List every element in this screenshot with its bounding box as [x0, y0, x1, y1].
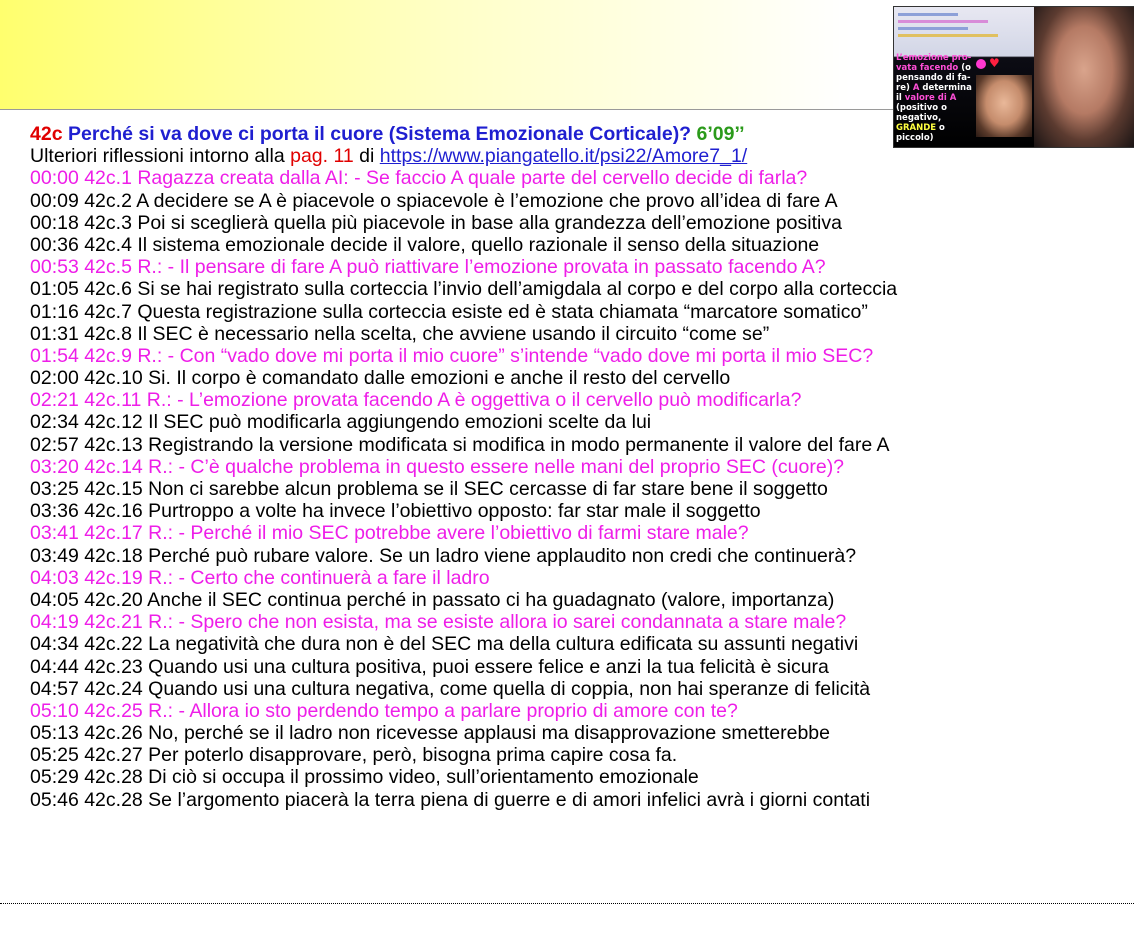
slide-strip — [898, 20, 988, 23]
timestamp-line: 05:25 42c.27 Per poterlo disapprovare, però, bisogna prima capire cosa fa. — [30, 744, 678, 767]
timestamp-line: 03:20 42c.14 R.: - C’è qualche problema in questo essere nelle mani del proprio SEC (cuore)? — [30, 455, 845, 478]
slide-strip — [898, 34, 998, 37]
timestamp-line: 05:10 42c.25 R.: - Allora io sto perdendo tempo a parlare proprio di amore con te? — [30, 699, 738, 722]
pink-dot-icon — [976, 59, 986, 69]
timestamp-list — [30, 167, 1130, 810]
heart-icon: ♥ — [989, 56, 1000, 70]
timestamp-line: 04:19 42c.21 R.: - Spero che non esista, ma se esiste allora io sarei condannata a stare male? — [30, 611, 847, 634]
timestamp-line: 01:16 42c.7 Questa registrazione sulla corteccia esiste ed è stata chiamata “marcatore somatico” — [30, 300, 868, 323]
timestamp-line: 03:49 42c.18 Perché può rubare valore. Se un ladro viene applaudito non credi che continuerà? — [30, 544, 857, 567]
timestamp-line: 04:05 42c.20 Anche il SEC continua perché in passato ci ha guadagnato (valore, importanza) — [30, 588, 835, 611]
subtitle-mid: di — [359, 145, 375, 168]
timestamp-line: 01:54 42c.9 R.: - Con “vado dove mi porta il mio cuore” s’intende “vado dove mi porta il mio SEC? — [30, 344, 874, 367]
slide-caption-part: A — [912, 83, 920, 93]
subtitle-prefix: Ulteriori riflessioni intorno alla — [30, 145, 285, 168]
timestamp-line: 02:00 42c.10 Si. Il corpo è comandato dalle emozioni e anche il resto del cervello — [30, 367, 731, 390]
timestamp-line: 00:53 42c.5 R.: - Il pensare di fare A può riattivare l’emozione provata in passato facendo A? — [30, 256, 826, 279]
timestamp-line: 00:00 42c.1 Ragazza creata dalla AI: - Se faccio A quale parte del cervello decide di farla? — [30, 167, 808, 190]
timestamp-line: 00:09 42c.2 A decidere se A è piacevole o spiacevole è l’emozione che provo all’idea di fare A — [30, 189, 838, 212]
timestamp-line: 03:41 42c.17 R.: - Perché il mio SEC potrebbe avere l’obiettivo di farmi stare male? — [30, 522, 749, 545]
slide-strip — [898, 27, 968, 30]
timestamp-line: 02:21 42c.11 R.: - L’emozione provata facendo A è oggettiva o il cervello può modificarla? — [30, 389, 802, 412]
timestamp-line: 03:25 42c.15 Non ci sarebbe alcun problema se il SEC cercasse di far stare bene il soggetto — [30, 478, 828, 500]
slide-caption-part: determina il — [896, 83, 972, 103]
slide-caption-part: GRANDE — [896, 123, 937, 133]
timestamp-line: 04:57 42c.24 Quando usi una cultura negativa, come quella di coppia, non hai speranze di felicità — [30, 677, 871, 700]
timestamp-line: 02:57 42c.13 Registrando la versione modificata si modifica in modo permanente il valore del fare A — [30, 433, 890, 456]
video-code: 42c — [30, 123, 63, 145]
timestamp-line: 01:31 42c.8 Il SEC è necessario nella scelta, che avviene usando il circuito “come se” — [30, 322, 770, 345]
page-title — [30, 123, 1130, 145]
timestamp-line: 01:05 42c.6 Si se hai registrato sulla corteccia l’invio dell’amigdala al corpo e del corpo alla corteccia — [30, 278, 898, 301]
slide-caption-part: L’emozione pro-vata facendo — [896, 53, 972, 73]
timestamp-line: 02:34 42c.12 Il SEC può modificarla aggiungendo emozioni scelte da lui — [30, 411, 652, 434]
timestamp-line: 05:13 42c.26 No, perché se il ladro non ricevesse applausi ma disapprovazione smetterebbe — [30, 722, 830, 745]
timestamp-line: 04:03 42c.19 R.: - Certo che continuerà a fare il ladro — [30, 566, 490, 589]
page-word: pag. — [290, 145, 329, 168]
timestamp-line: 00:18 42c.3 Poi si sceglierà quella più piacevole in base alla grandezza dell’emozione positiva — [30, 211, 842, 234]
slide-strip — [898, 13, 958, 16]
timestamp-line: 05:46 42c.28 Se l’argomento piacerà la terra piena di guerre e di amori infelici avrà i giorni contati — [30, 788, 871, 811]
slide-caption-part: valore di A — [904, 93, 957, 103]
slide-caption-part: (positivo o negativo, — [896, 103, 947, 123]
slide-caption-part: o piccolo) — [896, 123, 945, 143]
video-duration: 6’09’’ — [696, 123, 745, 145]
dotted-divider — [0, 903, 1134, 904]
timestamp-line: 05:29 42c.28 Di ciò si occupa il prossimo video, sull’orientamento emozionale — [30, 766, 699, 789]
timestamp-line: 04:44 42c.23 Quando usi una cultura positiva, puoi essere felice e anzi la tua felicità è sicura — [30, 655, 829, 678]
slide-caption-part: (o pensando di fa-re) — [896, 63, 971, 93]
timestamp-line: 04:34 42c.22 La negatività che dura non è del SEC ma della cultura edificata su assunti negativi — [30, 633, 859, 656]
timestamp-line: 03:36 42c.16 Purtroppo a volte ha invece l’obiettivo opposto: far star male il soggetto — [30, 500, 761, 523]
title-text: Perché si va dove ci porta il cuore (Sistema Emozionale Corticale)? — [67, 123, 692, 145]
subtitle-line — [30, 145, 1130, 167]
transcript — [30, 123, 1130, 811]
source-link[interactable]: https://www.piangatello.it/psi22/Amore7_1/ — [379, 145, 748, 168]
timestamp-line: 00:36 42c.4 Il sistema emozionale decide il valore, quello razionale il senso della situazione — [30, 233, 820, 256]
page-number: 11 — [333, 145, 354, 168]
